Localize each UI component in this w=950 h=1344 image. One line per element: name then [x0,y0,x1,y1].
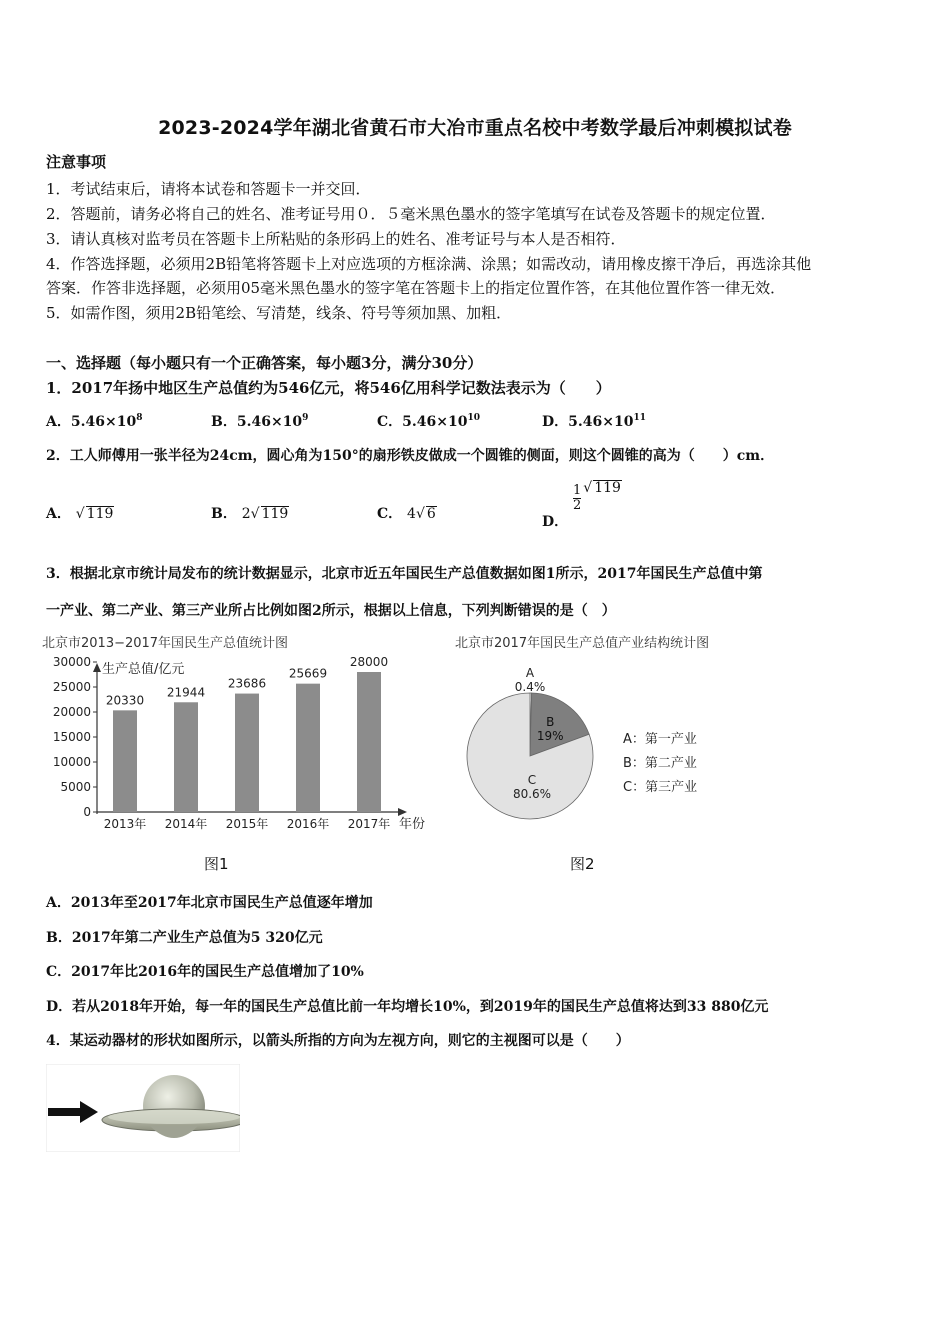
y-axis-arrow [93,663,101,672]
q2-option-a: A． √ 119 [46,506,114,522]
bar-chart [40,632,440,837]
q2-option-c: C． 4√ 6 [377,506,436,522]
q2-option-d: D． $\frac{1}{2}$ √ 119 [542,480,621,530]
x-tick-label: 2014年 [164,817,208,831]
bar-2016年 [296,684,320,812]
q3-option-c: C．2017年比2016年的国民生产总值增加了10% [46,964,364,980]
y-tick-label: 15000 [52,730,91,744]
figure-2-caption: 图2 [570,855,595,873]
y-tick-label: 30000 [52,655,91,669]
pie-chart [445,632,755,837]
bar-value-label: 20330 [105,693,145,708]
y-tick-label: 20000 [52,705,91,719]
slice-letter-label: A [525,666,535,680]
page-title: 2023-2024学年湖北省黄石市大冶市重点名校中考数学最后冲刺模拟试卷 [158,117,792,139]
q2-option-b: B． 2√ 119 [211,506,289,522]
bar-value-label: 25669 [288,666,328,681]
slice-pct-label: 80.6% [512,787,552,801]
slice-pct-label: 0.4% [514,680,546,694]
notes-item: 1．考试结束后，请将本试卷和答题卡一并交回． [46,180,371,198]
y-tick-label: 25000 [52,680,91,694]
y-tick-label: 10000 [52,755,91,769]
legend-entry: C：第三产业 [623,780,698,795]
q3-option-b: B．2017年第二产业生产总值为5 320亿元 [46,930,323,946]
legend-entry: B：第二产业 [623,756,697,771]
q1-option-c: C．$5.46\times 10^{10}$ [377,413,480,430]
q1-option-b: B．$5.46\times 10^9$ [211,413,309,430]
x-tick-label: 2015年 [225,817,269,831]
notes-item: 答案．作答非选择题，必须用05毫米黑色墨水的签字笔在答题卡上的指定位置作答，在其他位置作答一律无效． [46,279,786,297]
bar-2017年 [357,672,381,812]
bar-2013年 [113,710,137,812]
q3-option-a: A．2013年至2017年北京市国民生产总值逐年增加 [46,895,373,911]
legend-entry: A：第一产业 [623,732,697,747]
bar-value-label: 23686 [227,676,267,691]
notes-item: 5．如需作图，须用2B铅笔绘、写清楚，线条、符号等须加黑、加粗． [46,304,512,322]
figure-1-caption: 图1 [204,855,229,873]
question-3-stem: 3．根据北京市统计局发布的统计数据显示，北京市近五年国民生产总值数据如图1所示，2017年国民生产总值中第 [46,566,763,582]
q3-option-d: D．若从2018年开始，每一年的国民生产总值比前一年均增长10%，到2019年的国民生产总值将达到33 880亿元 [46,999,769,1015]
y-axis-label: 生产总值/亿元 [102,662,185,677]
x-tick-label: 2013年 [103,817,147,831]
notes-heading: 注意事项 [46,153,107,171]
y-tick-label: 0 [83,805,91,819]
x-axis-label: 年份 [399,817,426,832]
x-tick-label: 2017年 [347,817,391,831]
slice-letter-label: C [527,773,537,787]
x-tick-label: 2016年 [286,817,330,831]
question-1-stem: 1．2017年扬中地区生产总值约为546亿元，将546亿用科学记数法表示为（ ） [46,379,611,397]
equipment-illustration [46,1064,240,1152]
question-3-stem-cont: 一产业、第二产业、第三产业所占比例如图2所示，根据以上信息，下列判断错误的是（ ） [46,603,616,619]
bar-value-label: 21944 [166,685,206,700]
bar-value-label: 28000 [349,655,389,669]
q1-option-a: A．$5.46\times 10^8$ [46,413,143,430]
bar-2015年 [235,694,259,812]
slice-letter-label: B [546,714,555,729]
y-tick-label: 5000 [60,780,91,794]
notes-item: 2．答题前，请务必将自己的姓名、准考证号用０．５毫米黑色墨水的签字笔填写在试卷及答题卡的规定位置． [46,205,776,223]
chart-title: 北京市2017年国民生产总值产业结构统计图 [455,636,710,651]
notes-item: 4．作答选择题，必须用2B铅笔将答题卡上对应选项的方框涂满、涂黑；如需改动，请用橡皮擦干净后，再选涂其他 [46,255,812,273]
notes-item: 3．请认真核对监考员在答题卡上所粘贴的条形码上的姓名、准考证号与本人是否相符． [46,230,626,248]
section-heading: 一、选择题（每小题只有一个正确答案，每小题3分，满分30分） [46,354,483,372]
x-axis-arrow [398,808,407,816]
bar-2014年 [174,702,198,812]
chart-title: 北京市2013−2017年国民生产总值统计图 [42,636,289,651]
question-2-stem: 2．工人师傅用一张半径为24cm，圆心角为150°的扇形铁皮做成一个圆锥的侧面，则这个圆锥的高为（ ）cm． [46,448,775,464]
q1-option-d: D．$5.46\times 10^{11}$ [542,413,646,430]
slice-pct-label: 19% [536,728,564,743]
question-4-stem: 4．某运动器材的形状如图所示，以箭头所指的方向为左视方向，则它的主视图可以是（ ） [46,1033,630,1049]
